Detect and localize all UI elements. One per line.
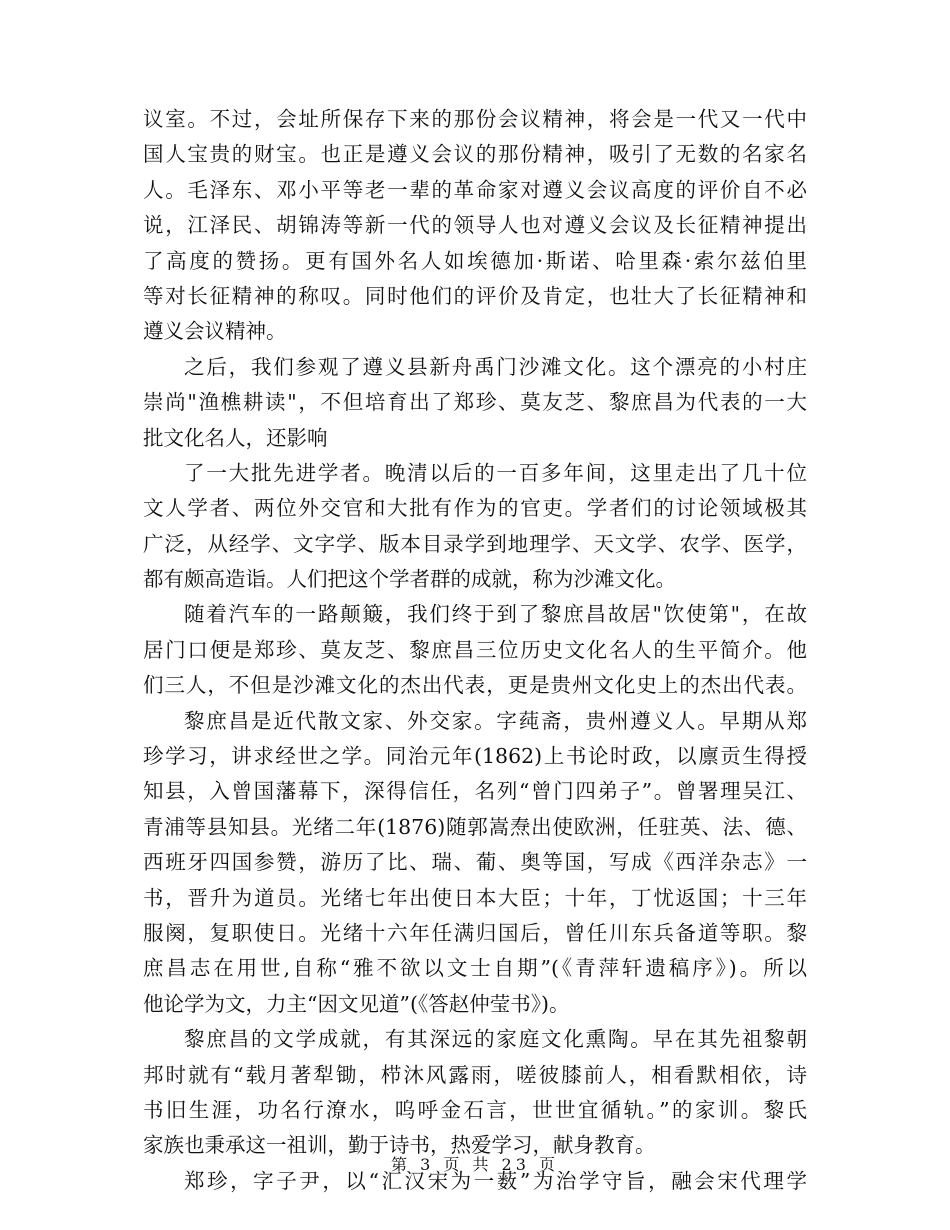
paragraph	[143, 102, 807, 350]
text-line: 崇尚"渔樵耕读"，不但培育出了郑珍、莫友芝、黎庶昌为代表的一大	[143, 390, 807, 415]
text-line: 议室。不过，会址所保存下来的那份会议精神，将会是一代又一代中	[143, 107, 807, 131]
text-line: 批文化名人，还影响	[143, 425, 328, 450]
text-line: 书旧生涯，功名行潦水，呜呼金石言，世世宜循轨。”的家训。黎氏	[143, 1097, 807, 1122]
text-line: 国人宝贵的财宝。也正是遵义会议的那份精神，吸引了无数的名家名	[143, 142, 807, 167]
text-line: 居门口便是郑珍、莫友芝、黎庶昌三位历史文化名人的生平简介。他	[143, 637, 807, 662]
text-line: 服阕，复职使日。光绪十六年任满归国后，曾任川东兵备道等职。黎	[143, 920, 807, 945]
text-line: 了一大批先进学者。晚清以后的一百多年间，这里走出了几十位	[184, 460, 807, 485]
text-line: 他论学为文，力主“因文见道”(《答赵仲莹书》)。	[143, 991, 570, 1016]
text-line: 人。毛泽东、邓小平等老一辈的革命家对遵义会议高度的评价自不必	[143, 177, 807, 202]
text-line: 郑珍，字子尹，以“汇汉宋为一薮”为治学守旨，融会宋代理学	[184, 1168, 807, 1193]
text-line: 都有颇高造诣。人们把这个学者群的成就，称为沙滩文化。	[143, 567, 676, 592]
text-line: 黎庶昌的文学成就，有其深远的家庭文化熏陶。早在其先祖黎朝	[184, 1027, 807, 1052]
text-line: 之后，我们参观了遵义县新舟禹门沙滩文化。这个漂亮的小村庄	[184, 354, 807, 379]
text-line: 书，晋升为道员。光绪七年出使日本大臣；十年，丁忧返国；十三年	[143, 885, 807, 910]
text-line: 说，江泽民、胡锦涛等新一代的领导人也对遵义会议及长征精神提出	[143, 213, 807, 238]
text-line: 邦时就有“载月著犁锄，栉沐风露雨，嗟彼膝前人，相看默相依，诗	[143, 1062, 807, 1087]
text-line: 家族也秉承这一祖训，勤于诗书，热爱学习，献身教育。	[143, 1133, 656, 1158]
paragraph	[143, 704, 807, 1023]
text-line: 文人学者、两位外交官和大批有作为的官吏。学者们的讨论领域极其	[143, 496, 807, 521]
text-line: 珍学习，讲求经世之学。同治元年(1862)上书论时政，以廪贡生得授	[143, 744, 807, 769]
paragraph	[143, 1022, 807, 1164]
text-line: 遵义会议精神。	[143, 319, 287, 344]
text-line: 青浦等县知县。光绪二年(1876)随郭嵩焘出使欧洲，任驻英、法、德、	[143, 814, 807, 839]
text-line: 庶昌志在用世,自称“雅不欲以文士自期”(《青萍轩遗稿序》)。所以	[143, 956, 807, 981]
paragraph	[143, 350, 807, 456]
text-line: 广泛，从经学、文字学、版本目录学到地理学、天文学、农学、医学，	[143, 531, 807, 556]
text-line: 随着汽车的一路颠簸，我们终于到了黎庶昌故居"饮使第"，在故	[184, 602, 807, 627]
document-body	[143, 102, 807, 1199]
paragraph	[143, 597, 807, 703]
text-line: 了高度的赞扬。更有国外名人如埃德加·斯诺、哈里森·索尔兹伯里	[143, 248, 807, 273]
text-line: 们三人，不但是沙滩文化的杰出代表，更是贵州文化史上的杰出代表。	[143, 673, 807, 698]
page-number-footer: 第 3 页 共 23 页	[391, 1155, 559, 1174]
text-line: 黎庶昌是近代散文家、外交家。字莼斋，贵州遵义人。早期从郑	[184, 708, 807, 733]
text-line: 等对长征精神的称叹。同时他们的评价及肯定，也壮大了长征精神和	[143, 283, 807, 308]
paragraph	[143, 456, 807, 598]
text-line: 知县，入曾国藩幕下，深得信任，名列“曾门四弟子”。曾署理吴江、	[143, 779, 807, 804]
text-line: 西班牙四国参赞，游历了比、瑞、葡、奥等国，写成《西洋杂志》一	[143, 850, 807, 875]
